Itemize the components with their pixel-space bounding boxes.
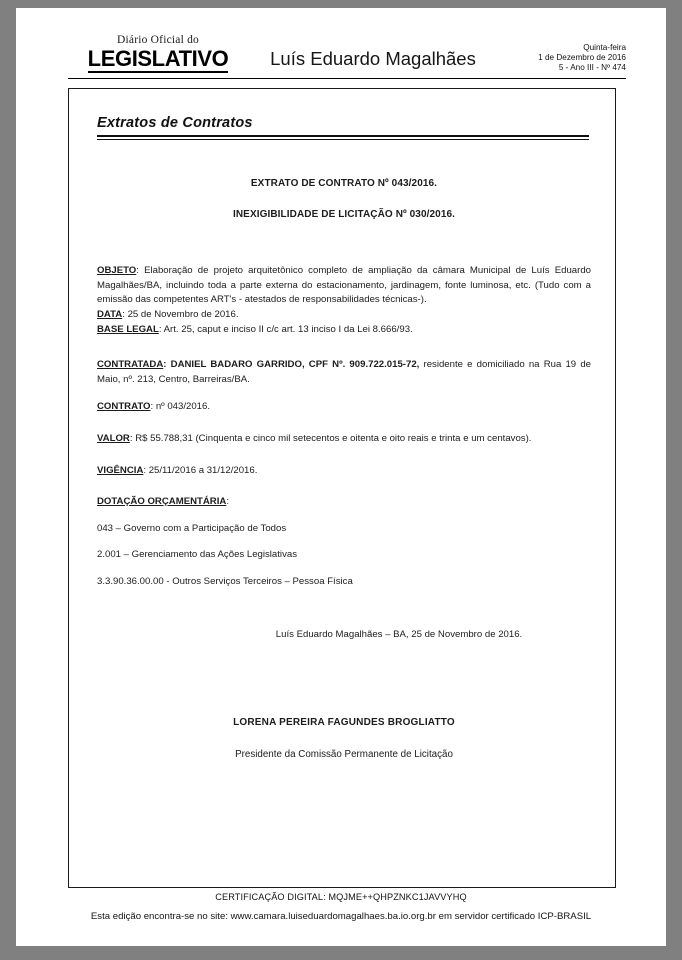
section-heading-label: Extratos de Contratos (97, 115, 253, 131)
contrato-text: : nº 043/2016. (150, 401, 211, 413)
vigencia-line (97, 464, 591, 479)
document-body (97, 177, 591, 762)
valor-label: VALOR (97, 432, 130, 444)
masthead-divider (68, 78, 626, 79)
contratada-name: : DANIEL BADARO GARRIDO, CPF Nº. 909.722.015-72, (163, 359, 420, 371)
signer-role: Presidente da Comissão Permanente de Licitação (235, 748, 453, 760)
document-title-secondary: INEXIGIBILIDADE DE LICITAÇÃO Nº 030/2016. (232, 208, 456, 220)
valor-text: : R$ 55.788,31 (Cinquenta e cinco mil setecentos e oitenta e oito reais e trinta e um centavos). (129, 432, 532, 444)
contratada-label: CONTRATADA (97, 359, 164, 371)
masthead-title: Luís Eduardo Magalhães (270, 48, 476, 69)
section-double-rule (97, 135, 589, 140)
dotacao-line (97, 495, 591, 510)
contratada-rest: residente e domiciliado na Rua 19 de Maio, nº. 213, Centro, Barreiras/BA. (97, 359, 591, 385)
vigencia-text: : 25/11/2016 a 31/12/2016. (143, 464, 258, 476)
base-legal-text: : Art. 25, caput e inciso II c/c art. 13 inciso I da Lei 8.666/93. (158, 323, 413, 335)
document-title-primary: EXTRATO DE CONTRATO Nº 043/2016. (250, 178, 438, 189)
certification-line: CERTIFICAÇÃO DIGITAL: MQJME++QHPZNKC1JAVVYHQ (215, 892, 467, 902)
place-date-line: Luís Eduardo Magalhães – BA, 25 de Novembro de 2016. (275, 628, 523, 640)
budget-line-item: 043 – Governo com a Participação de Todos (97, 522, 287, 534)
data-line (97, 308, 591, 323)
masthead-issue: 5 - Ano III - Nº 474 (558, 63, 626, 72)
dotacao-text: : (226, 496, 229, 508)
masthead-meta (538, 43, 626, 73)
contrato-line (97, 400, 591, 415)
logo-top-text: Diário Oficial do (117, 34, 199, 46)
masthead-weekday: Quinta-feira (583, 43, 626, 52)
logo-main-text: LEGISLATIVO (87, 46, 229, 71)
site-notice-line: Esta edição encontra-se no site: www.camara.luiseduardomagalhaes.ba.io.org.br em servidor certificado ICP-BRASIL (90, 911, 592, 922)
base-legal-label: BASE LEGAL (97, 323, 159, 335)
publication-logo (68, 34, 248, 73)
page-sheet (16, 8, 666, 946)
data-label: DATA (97, 308, 123, 320)
valor-paragraph (97, 432, 591, 447)
dotacao-label: DOTAÇÃO ORÇAMENTÁRIA (97, 496, 227, 508)
masthead (68, 34, 626, 74)
objeto-label: OBJETO (97, 265, 137, 277)
objeto-text: : Elaboração de projeto arquitetônico completo de ampliação da câmara Municipal de Luís Eduardo Magalhães/BA, incluindo toda a parte externa do estacionamento, jardinagem, fonte luminosa, etc. (Tudo com a emissão das competentes ART's - atestados de responsabilidades técnicas-). (97, 265, 591, 306)
budget-line-item: 2.001 – Gerenciamento das Ações Legislativas (97, 549, 297, 561)
content-frame (68, 88, 616, 888)
masthead-date: 1 de Dezembro de 2016 (538, 53, 626, 62)
contrato-label: CONTRATO (97, 401, 151, 413)
budget-line-item: 3.3.90.36.00.00 - Outros Serviços Terceiros – Pessoa Física (97, 575, 353, 587)
vigencia-label: VIGÊNCIA (97, 464, 144, 476)
base-legal-line (97, 323, 591, 338)
signer-name: LORENA PEREIRA FAGUNDES BROGLIATTO (233, 717, 455, 729)
contratada-paragraph (97, 358, 591, 387)
page-footer (16, 892, 666, 922)
data-text: : 25 de Novembro de 2016. (122, 308, 239, 320)
objeto-paragraph (97, 264, 591, 308)
section-header (97, 115, 589, 140)
